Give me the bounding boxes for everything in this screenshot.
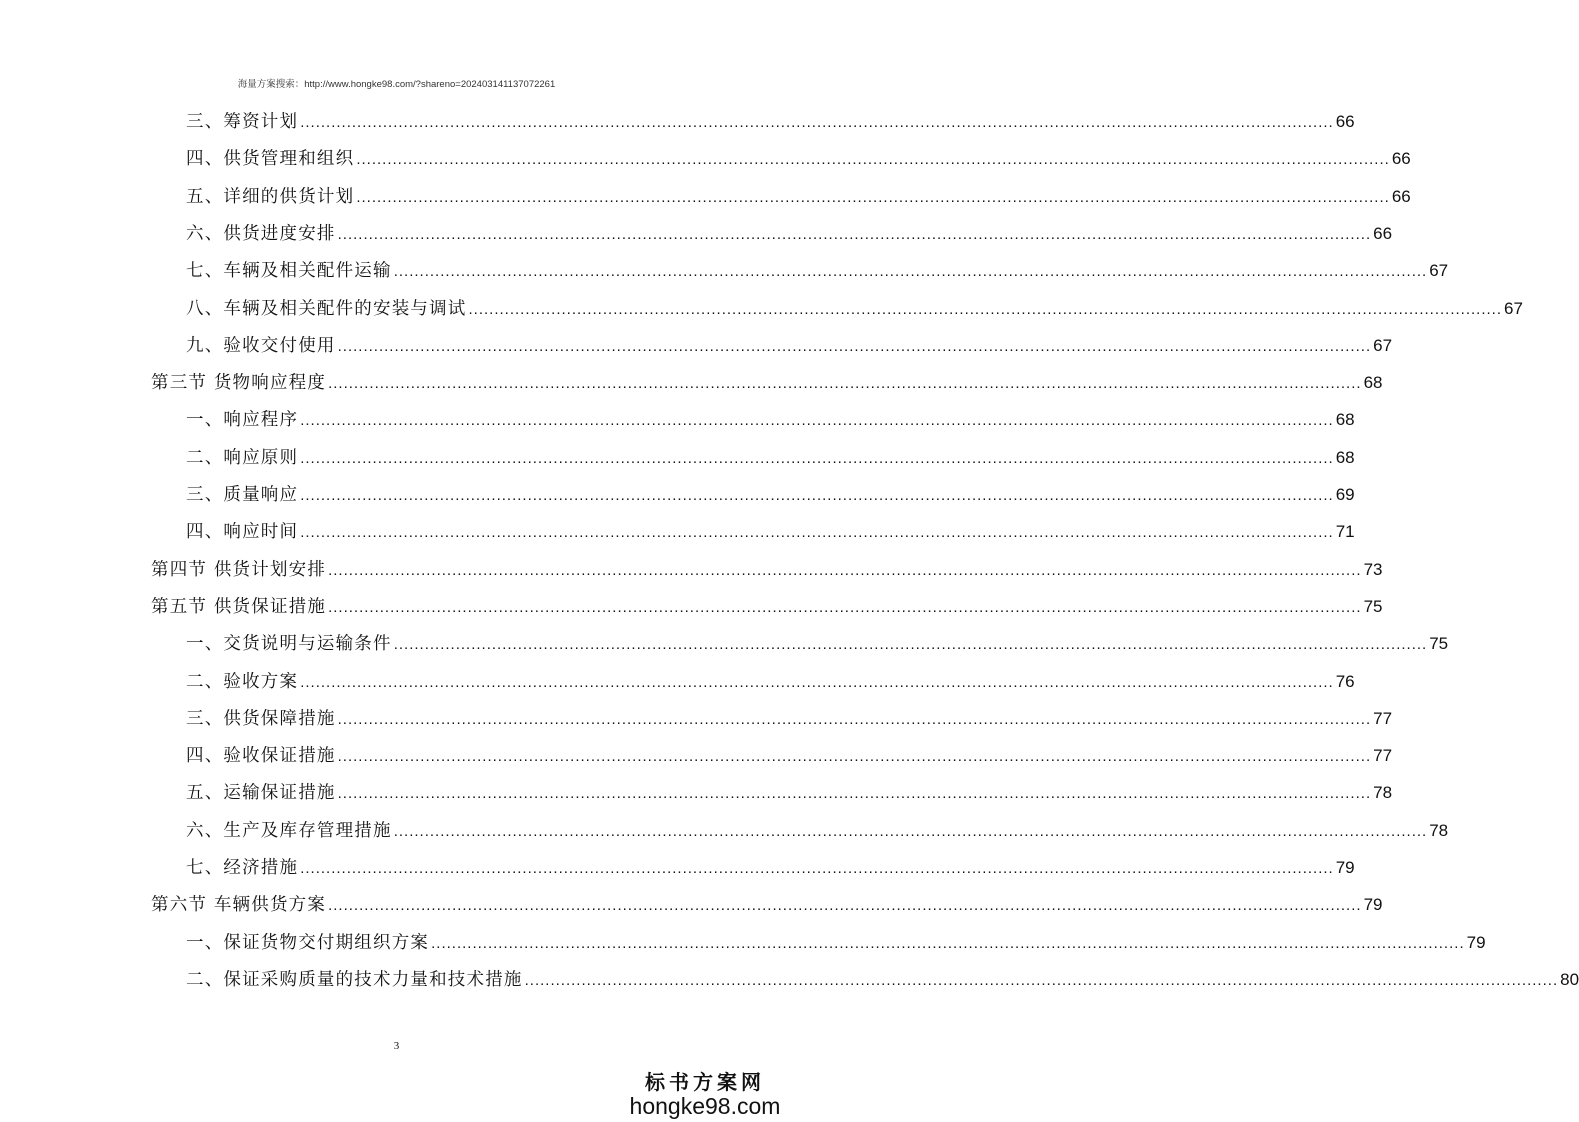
page-header: 海量方案搜索：http://www.hongke98.com/?shareno=202403141137072261 [237, 79, 556, 90]
toc-entry-page: 80 [1560, 969, 1579, 989]
toc-entry[interactable] [186, 183, 1411, 211]
toc-entry-label: 三、供货保障措施 [186, 708, 336, 729]
toc-entry[interactable] [151, 593, 1383, 621]
toc-entry-page: 77 [1373, 708, 1393, 728]
toc-leader-dots: ........................................................................................................................................................................................................ [393, 636, 1428, 654]
toc-entry-label: 七、经济措施 [186, 858, 299, 878]
toc-entry[interactable] [186, 518, 1355, 546]
toc-leader-dots: ........................................................................................................................................................................................................ [328, 375, 1362, 393]
toc-entry-label: 第五节 供货保证措施 [151, 596, 327, 617]
toc-entry[interactable] [186, 817, 1449, 845]
toc-entry-page: 79 [1363, 895, 1383, 915]
toc-leader-dots: ........................................................................................................................................................................................................ [337, 225, 1372, 243]
toc-entry[interactable] [151, 556, 1383, 584]
toc-entry[interactable] [151, 369, 1383, 397]
toc-entry-label: 三、质量响应 [186, 485, 299, 505]
toc-entry-page: 66 [1391, 149, 1411, 169]
toc-entry[interactable] [186, 108, 1355, 136]
toc-entry-label: 五、详细的供货计划 [186, 186, 355, 207]
toc-entry-label: 二、响应原则 [186, 447, 299, 468]
toc-leader-dots: ........................................................................................................................................................................................................ [300, 860, 1334, 877]
toc-entry-page: 68 [1363, 373, 1383, 393]
toc-leader-dots: ........................................................................................................................................................................................................ [337, 710, 1372, 728]
toc-leader-dots: ........................................................................................................................................................................................................ [300, 412, 1334, 430]
toc-leader-dots: ........................................................................................................................................................................................................ [300, 673, 1334, 691]
watermark-logo-cn: 标书方案网 [645, 1070, 765, 1094]
toc-entry-label: 第三节 货物响应程度 [151, 373, 327, 394]
toc-entry[interactable] [186, 929, 1486, 957]
watermark-logo-en: hongke98.com [629, 1093, 781, 1119]
toc-leader-dots: ........................................................................................................................................................................................................ [328, 561, 1362, 579]
toc-entry-label: 七、车辆及相关配件运输 [186, 261, 392, 282]
toc-entry[interactable] [186, 779, 1393, 807]
toc-entry[interactable] [186, 481, 1355, 509]
toc-entry-page: 66 [1335, 112, 1355, 131]
toc-entry-label: 一、响应程序 [186, 410, 299, 431]
toc-entry-page: 66 [1391, 186, 1411, 206]
toc-leader-dots: ........................................................................................................................................................................................................ [337, 748, 1372, 766]
toc-entry-label: 二、保证采购质量的技术力量和技术措施 [186, 969, 523, 990]
toc-entry-page: 79 [1335, 858, 1355, 877]
toc-entry[interactable] [186, 966, 1579, 994]
toc-leader-dots: ........................................................................................................................................................................................................ [337, 337, 1372, 355]
toc-leader-dots: ........................................................................................................................................................................................................ [300, 487, 1334, 504]
toc-leader-dots: ........................................................................................................................................................................................................ [431, 934, 1465, 952]
toc-entry-page: 75 [1429, 634, 1449, 654]
toc-leader-dots: ........................................................................................................................................................................................................ [356, 188, 1390, 206]
toc-entry-page: 78 [1429, 820, 1449, 840]
watermark-logo [620, 1066, 790, 1120]
toc-entry-label: 第六节 车辆供货方案 [151, 895, 327, 916]
toc-leader-dots: ........................................................................................................................................................................................................ [328, 598, 1362, 616]
toc-entry[interactable] [186, 444, 1355, 472]
toc-entry-label: 三、筹资计划 [186, 112, 299, 132]
toc-entry[interactable] [186, 668, 1355, 696]
toc-entry-page: 71 [1335, 522, 1355, 542]
toc-entry[interactable] [186, 630, 1449, 658]
toc-entry-page: 76 [1335, 671, 1355, 691]
toc-entry-label: 八、车辆及相关配件的安装与调试 [186, 298, 467, 319]
toc-entry[interactable] [186, 406, 1355, 434]
toc-entry[interactable] [186, 705, 1393, 733]
toc-entry[interactable] [186, 742, 1393, 770]
toc-entry-page: 68 [1335, 447, 1355, 467]
toc-entry-page: 67 [1429, 261, 1449, 281]
toc-entry-page: 67 [1373, 335, 1393, 355]
toc-entry[interactable] [186, 332, 1393, 360]
toc-entry-page: 67 [1504, 298, 1523, 318]
toc-entry[interactable] [186, 145, 1411, 173]
toc-leader-dots: ........................................................................................................................................................................................................ [300, 449, 1334, 467]
toc-leader-dots: ........................................................................................................................................................................................................ [468, 300, 1502, 318]
toc-leader-dots: ........................................................................................................................................................................................................ [328, 897, 1362, 915]
toc-leader-dots: ........................................................................................................................................................................................................ [356, 151, 1390, 169]
toc-entry-page: 75 [1363, 596, 1383, 616]
toc-leader-dots: ........................................................................................................................................................................................................ [393, 263, 1428, 281]
toc-entry-page: 68 [1335, 410, 1355, 430]
toc-leader-dots: ........................................................................................................................................................................................................ [300, 114, 1334, 131]
toc-leader-dots: ........................................................................................................................................................................................................ [524, 971, 1559, 989]
toc-entry-label: 九、验收交付使用 [186, 335, 336, 356]
toc-entry-page: 73 [1363, 559, 1383, 579]
toc-entry-label: 一、保证货物交付期组织方案 [186, 932, 430, 953]
toc-entry-page: 66 [1373, 223, 1393, 243]
page-number: 3 [393, 1040, 400, 1052]
toc-entry-page: 69 [1335, 485, 1355, 504]
toc-entry[interactable] [151, 891, 1383, 919]
toc-entry-label: 第四节 供货计划安排 [151, 559, 327, 580]
toc-leader-dots: ........................................................................................................................................................................................................ [393, 822, 1428, 840]
toc-leader-dots: ........................................................................................................................................................................................................ [300, 524, 1334, 542]
toc-entry-label: 五、运输保证措施 [186, 783, 336, 804]
toc-entry[interactable] [186, 257, 1449, 285]
toc-entry-label: 六、供货进度安排 [186, 223, 336, 244]
toc-entry-label: 四、验收保证措施 [186, 746, 336, 767]
toc-entry-label: 四、供货管理和组织 [186, 149, 355, 170]
toc-entry-label: 四、响应时间 [186, 522, 299, 543]
toc-entry-page: 79 [1466, 932, 1486, 952]
toc-entry-label: 一、交货说明与运输条件 [186, 634, 392, 655]
toc-entry[interactable] [186, 854, 1355, 882]
toc-entry-page: 78 [1373, 783, 1393, 803]
toc-entry-page: 77 [1373, 746, 1393, 766]
toc-entry-label: 六、生产及库存管理措施 [186, 820, 392, 841]
toc-entry[interactable] [186, 295, 1523, 323]
toc-entry[interactable] [186, 220, 1393, 248]
toc-leader-dots: ........................................................................................................................................................................................................ [337, 785, 1372, 803]
toc-entry-label: 二、验收方案 [186, 671, 299, 692]
